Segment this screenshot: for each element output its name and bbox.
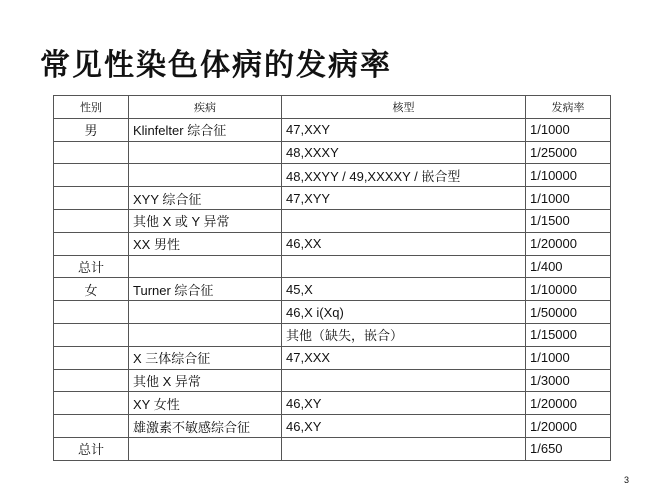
- cell-disease: [129, 141, 282, 164]
- cell-disease: XX 男性: [129, 232, 282, 255]
- table-row: [54, 255, 611, 278]
- cell-frequency: 1/10000: [526, 278, 611, 301]
- table-row: [54, 141, 611, 164]
- cell-disease: Turner 综合征: [129, 278, 282, 301]
- cell-frequency: 1/400: [526, 255, 611, 278]
- cell-frequency: 1/20000: [526, 415, 611, 438]
- cell-sex: [54, 164, 129, 187]
- table-row: [54, 187, 611, 210]
- cell-sex: [54, 209, 129, 232]
- cell-sex: [54, 301, 129, 324]
- table-row: [54, 346, 611, 369]
- cell-disease: 其他 X 异常: [129, 369, 282, 392]
- header-karyotype: 核型: [282, 96, 526, 119]
- cell-disease: X 三体综合征: [129, 346, 282, 369]
- cell-karyotype: 48,XXYY / 49,XXXXY / 嵌合型: [282, 164, 526, 187]
- cell-frequency: 1/3000: [526, 369, 611, 392]
- cell-frequency: 1/1000: [526, 187, 611, 210]
- cell-frequency: 1/1500: [526, 209, 611, 232]
- cell-frequency: 1/20000: [526, 392, 611, 415]
- page-number: 3: [623, 475, 629, 485]
- cell-frequency: 1/20000: [526, 232, 611, 255]
- cell-disease: 其他 X 或 Y 异常: [129, 209, 282, 232]
- cell-sex: 女: [54, 278, 129, 301]
- cell-frequency: 1/650: [526, 437, 611, 460]
- table-row: [54, 118, 611, 141]
- cell-disease: Klinfelter 综合征: [129, 118, 282, 141]
- cell-karyotype: 47,XYY: [282, 187, 526, 210]
- cell-frequency: 1/1000: [526, 118, 611, 141]
- table-row: [54, 301, 611, 324]
- cell-karyotype: 45,X: [282, 278, 526, 301]
- cell-karyotype: 46,XX: [282, 232, 526, 255]
- table-row: [54, 232, 611, 255]
- table-row: [54, 164, 611, 187]
- cell-karyotype: [282, 369, 526, 392]
- header-frequency: 发病率: [526, 96, 611, 119]
- cell-frequency: 1/25000: [526, 141, 611, 164]
- table-row: [54, 209, 611, 232]
- cell-sex: 总计: [54, 255, 129, 278]
- cell-karyotype: [282, 437, 526, 460]
- cell-sex: [54, 323, 129, 346]
- cell-karyotype: 47,XXY: [282, 118, 526, 141]
- table-row: [54, 415, 611, 438]
- cell-disease: XYY 综合征: [129, 187, 282, 210]
- cell-karyotype: 46,XY: [282, 392, 526, 415]
- cell-frequency: 1/50000: [526, 301, 611, 324]
- cell-sex: [54, 415, 129, 438]
- incidence-table: [53, 95, 611, 461]
- cell-sex: [54, 346, 129, 369]
- cell-karyotype: 47,XXX: [282, 346, 526, 369]
- slide-title: 常见性染色体病的发病率: [40, 48, 392, 83]
- table-row: [54, 392, 611, 415]
- cell-disease: 雄激素不敏感综合征: [129, 415, 282, 438]
- header-disease: 疾病: [129, 96, 282, 119]
- cell-disease: [129, 323, 282, 346]
- table-header-row: [54, 96, 611, 119]
- cell-karyotype: 46,X i(Xq): [282, 301, 526, 324]
- cell-disease: [129, 301, 282, 324]
- cell-sex: [54, 392, 129, 415]
- cell-frequency: 1/1000: [526, 346, 611, 369]
- table-row: [54, 369, 611, 392]
- cell-karyotype: 48,XXXY: [282, 141, 526, 164]
- cell-disease: [129, 437, 282, 460]
- cell-disease: [129, 255, 282, 278]
- cell-sex: [54, 369, 129, 392]
- cell-sex: [54, 141, 129, 164]
- cell-karyotype: [282, 209, 526, 232]
- cell-frequency: 1/10000: [526, 164, 611, 187]
- cell-karyotype: 其他（缺失，嵌合）: [282, 323, 526, 346]
- cell-sex: 男: [54, 118, 129, 141]
- header-sex: 性别: [54, 96, 129, 119]
- table-row: [54, 437, 611, 460]
- table-row: [54, 323, 611, 346]
- cell-frequency: 1/15000: [526, 323, 611, 346]
- cell-sex: 总计: [54, 437, 129, 460]
- cell-karyotype: 46,XY: [282, 415, 526, 438]
- cell-sex: [54, 232, 129, 255]
- cell-karyotype: [282, 255, 526, 278]
- cell-disease: [129, 164, 282, 187]
- cell-disease: XY 女性: [129, 392, 282, 415]
- table-row: [54, 278, 611, 301]
- cell-sex: [54, 187, 129, 210]
